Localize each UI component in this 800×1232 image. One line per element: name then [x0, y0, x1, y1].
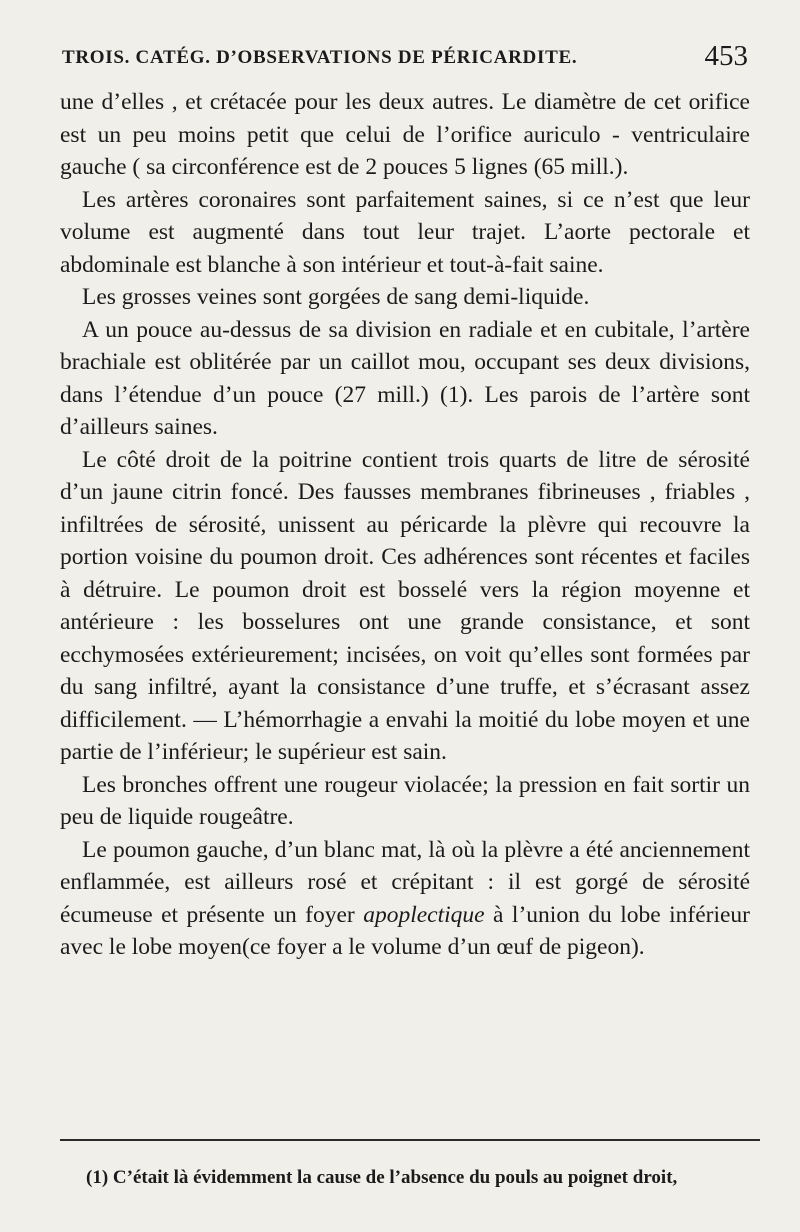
running-head: TROIS. CATÉG. D’OBSERVATIONS DE PÉRICARDITE.	[62, 47, 578, 68]
footnote: (1) C’était là évidemment la cause de l’absence du pouls au poignet droit,	[86, 1167, 678, 1188]
paragraph-text: Le poumon gauche, d’un blanc mat, là où la plèvre a été anciennement enflammée, est ailleurs rosé et crépitant : il est gorgé de sérosité écumeuse et présente un foyer	[60, 836, 750, 928]
footnote-separator	[60, 1139, 760, 1141]
body-text	[60, 86, 750, 964]
paragraph: Le côté droit de la poitrine contient trois quarts de litre de sérosité d’un jaune citrin foncé. Des fausses membranes fibrineuses , friables , infiltrées de sérosité, unissent au péricarde la plèvre qui recouvre la portion voisine du poumon droit. Ces adhérences sont récentes et faciles à détruire. Le poumon droit est bosselé vers la région moyenne et antérieure : les bosselures ont une grande consistance, et sont ecchymosées extérieurement; incisées, on voit qu’elles sont formées par du sang infiltré, ayant la consistance d’une truffe, et s’écrasant assez difficilement. — L’hémorrhagie a envahi la moitié du lobe moyen et une partie de l’inférieur; le supérieur est sain.	[60, 446, 750, 765]
page-number: 453	[704, 40, 748, 72]
paragraph: Les grosses veines sont gorgées de sang demi-liquide.	[82, 284, 590, 310]
paragraph: A un pouce au-dessus de sa division en radiale et en cubitale, l’artère brachiale est oblitérée par un caillot mou, occupant ses deux divisions, dans l’étendue d’un pouce (27 mill.) (1). Les parois de l’artère sont d’ailleurs saines.	[60, 316, 750, 440]
paragraph: Les bronches offrent une rougeur violacée; la pression en fait sortir un peu de liquide rougeâtre.	[60, 771, 750, 830]
paragraph-text: à l’union du lobe inférieur avec le lobe moyen(ce foyer a le volume d’un œuf de pigeon).	[60, 901, 751, 960]
italic-term: apoplectique	[363, 901, 485, 928]
paragraph: Les artères coronaires sont parfaitement saines, si ce n’est que leur volume est augmenté dans tout leur trajet. L’aorte pectorale et abdominale est blanche à son intérieur et tout-à-fait saine.	[60, 186, 750, 278]
paragraph: une d’elles , et crétacée pour les deux autres. Le diamètre de cet orifice est un peu moins petit que celui de l’orifice auriculo - ventriculaire gauche ( sa circonférence est de 2 pouces 5 lignes (65 mill.).	[60, 89, 750, 180]
page-header	[62, 40, 748, 76]
paragraph	[60, 834, 750, 964]
